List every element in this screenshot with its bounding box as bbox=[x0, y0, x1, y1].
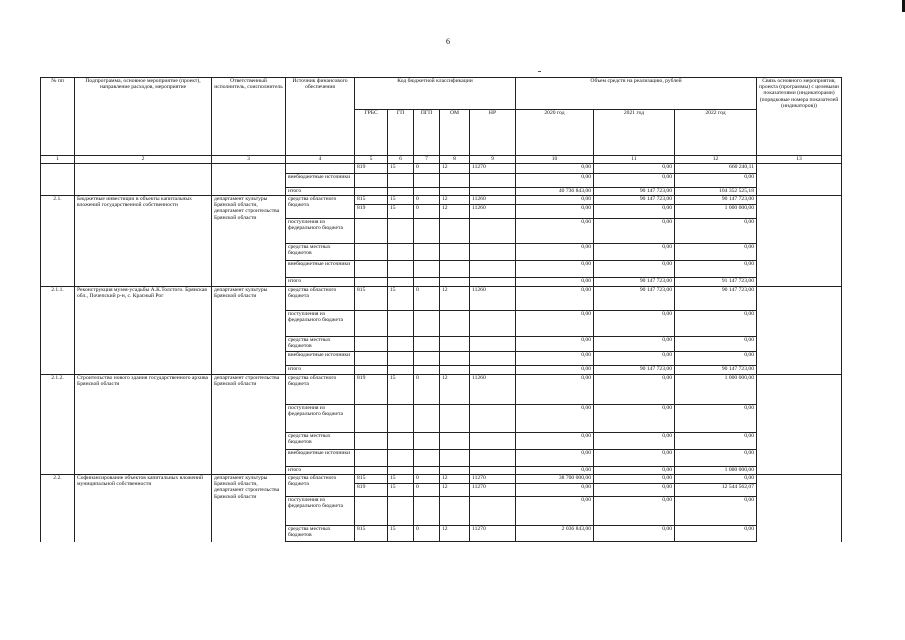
cell-om: 12 bbox=[440, 484, 470, 497]
cell-2022: 90 147 723,00 bbox=[675, 287, 757, 311]
cell-2020: 0,00 bbox=[516, 450, 594, 467]
cell-2022: 91 147 723,00 bbox=[675, 278, 757, 287]
source-label: внебюджетные источники bbox=[286, 450, 355, 467]
cell-2022: 0,00 bbox=[675, 405, 757, 433]
cell-gp: 15 bbox=[388, 287, 414, 311]
cell-grbs: 819 bbox=[355, 205, 388, 219]
cell-2020: 0,00 bbox=[516, 164, 594, 174]
header-2020: 2020 год bbox=[516, 110, 594, 156]
table-row bbox=[41, 278, 842, 287]
cell-pgp: 0 bbox=[414, 287, 440, 311]
cell-2020: 0,00 bbox=[516, 352, 594, 366]
col-number: 12 bbox=[675, 156, 757, 164]
cell-pgp: 0 bbox=[414, 205, 440, 219]
col-number: 9 bbox=[470, 156, 516, 164]
cell-gp: 15 bbox=[388, 526, 414, 542]
cell-pgp: 0 bbox=[414, 375, 440, 405]
table-row bbox=[41, 352, 842, 366]
cell-gp: 15 bbox=[388, 484, 414, 497]
col-number: 13 bbox=[757, 156, 842, 164]
source-label: внебюджетные источники bbox=[286, 174, 355, 188]
header-pgp: ПГП bbox=[414, 110, 440, 156]
cell-gp: 15 bbox=[388, 196, 414, 205]
table-row bbox=[41, 337, 842, 352]
cell-om: 12 bbox=[440, 196, 470, 205]
scan-speck bbox=[538, 71, 541, 72]
cell-2021: 0,00 bbox=[594, 205, 675, 219]
cell-pgp: 0 bbox=[414, 164, 440, 174]
cell-2021: 0,00 bbox=[594, 467, 675, 475]
cell-2022: 0,00 bbox=[675, 219, 757, 244]
cell-2021: 0,00 bbox=[594, 164, 675, 174]
cell-om: 12 bbox=[440, 287, 470, 311]
cell-2021: 0,00 bbox=[594, 433, 675, 450]
cell-2022: 1 000 000,00 bbox=[675, 205, 757, 219]
cell-nr: 11260 bbox=[470, 375, 516, 405]
source-label: поступления из федерального бюджета bbox=[286, 311, 355, 337]
cell-nr: 11260 bbox=[470, 205, 516, 219]
source-label: средства местных бюджетов bbox=[286, 526, 355, 542]
cell-nr: 11270 bbox=[470, 526, 516, 542]
cell-grbs: 815 bbox=[355, 526, 388, 542]
col-number: 3 bbox=[212, 156, 286, 164]
table-row bbox=[41, 526, 842, 542]
cell-grbs: 819 bbox=[355, 164, 388, 174]
cell-nr: 11270 bbox=[470, 475, 516, 484]
col-number: 5 bbox=[355, 156, 388, 164]
source-label: средства областного бюджета bbox=[286, 475, 355, 497]
cell-2020: 0,00 bbox=[516, 244, 594, 261]
header-executor: Ответственный исполнитель, соисполнитель bbox=[212, 78, 286, 156]
cell-2021: 0,00 bbox=[594, 337, 675, 352]
cell-2022: 0,00 bbox=[675, 311, 757, 337]
page-number: 6 bbox=[446, 37, 450, 46]
cell-2020: 2 036 843,00 bbox=[516, 526, 594, 542]
table-row bbox=[41, 450, 842, 467]
col-number: 1 bbox=[41, 156, 75, 164]
cell-om: 12 bbox=[440, 475, 470, 484]
header-gp: ГП bbox=[388, 110, 414, 156]
cell-2020: 0,00 bbox=[516, 337, 594, 352]
cell-grbs: 819 bbox=[355, 484, 388, 497]
cell-om: 12 bbox=[440, 526, 470, 542]
source-label: поступления из федерального бюджета bbox=[286, 497, 355, 526]
cell-pgp: 0 bbox=[414, 526, 440, 542]
cell-grbs: 815 bbox=[355, 475, 388, 484]
cell-2020: 0,00 bbox=[516, 405, 594, 433]
cell-nr: 11270 bbox=[470, 484, 516, 497]
cell-2020: 0,00 bbox=[516, 311, 594, 337]
header-kbk: Код бюджетной классификации bbox=[355, 78, 516, 110]
source-label: средства областного бюджета bbox=[286, 196, 355, 219]
cell-2022: 0,00 bbox=[675, 352, 757, 366]
col-number: 7 bbox=[414, 156, 440, 164]
cell-2022: 0,00 bbox=[675, 337, 757, 352]
header-grbs: ГРБС bbox=[355, 110, 388, 156]
table-row bbox=[41, 244, 842, 261]
row-number: 2.1.1. bbox=[41, 287, 75, 311]
col-number: 2 bbox=[75, 156, 212, 164]
table-row bbox=[41, 366, 842, 375]
cell-2021: 0,00 bbox=[594, 219, 675, 244]
cell-2022: 0,00 bbox=[675, 526, 757, 542]
row-executor: департамент культуры Брянской области bbox=[212, 287, 286, 311]
cell-2020: 0,00 bbox=[516, 287, 594, 311]
row-number: 2.1. bbox=[41, 196, 75, 205]
col-number: 8 bbox=[440, 156, 470, 164]
cell-2021: 90 147 723,00 bbox=[594, 196, 675, 205]
header-2021: 2021 год bbox=[594, 110, 675, 156]
budget-table bbox=[40, 77, 842, 542]
table-row bbox=[41, 261, 842, 278]
cell-2022: 0,00 bbox=[675, 497, 757, 526]
header-2022: 2022 год bbox=[675, 110, 757, 156]
cell-2021: 0,00 bbox=[594, 475, 675, 484]
cell-nr: 11260 bbox=[470, 196, 516, 205]
source-label: средства областного бюджета bbox=[286, 375, 355, 405]
source-label: средства местных бюджетов bbox=[286, 244, 355, 261]
cell-2021: 0,00 bbox=[594, 526, 675, 542]
table-row bbox=[41, 174, 842, 188]
cell-2020: 0,00 bbox=[516, 278, 594, 287]
source-label: поступления из федерального бюджета bbox=[286, 405, 355, 433]
cell-2020: 0,00 bbox=[516, 261, 594, 278]
header-link: Связь основного мероприятия, проекта (программы) с целевыми показателями (индикаторами) (порядковые номера показателей (индикаторов)) bbox=[757, 78, 842, 156]
cell-2022: 1 000 000,00 bbox=[675, 467, 757, 475]
cell-om: 12 bbox=[440, 375, 470, 405]
cell-2022: 0,00 bbox=[675, 261, 757, 278]
row-executor: департамент культуры Брянской области, департамент строительства Брянской области bbox=[212, 196, 286, 244]
cell-grbs: 819 bbox=[355, 375, 388, 405]
row-number: 2.2. bbox=[41, 475, 75, 484]
cell-2021: 0,00 bbox=[594, 484, 675, 497]
cell-2021: 0,00 bbox=[594, 311, 675, 337]
table-row bbox=[41, 287, 842, 311]
cell-2021: 0,00 bbox=[594, 261, 675, 278]
cell-2022: 0,00 bbox=[675, 174, 757, 188]
cell-2021: 90 147 723,00 bbox=[594, 287, 675, 311]
cell-2022: 0,00 bbox=[675, 433, 757, 450]
cell-2020: 0,00 bbox=[516, 366, 594, 375]
cell-2021: 0,00 bbox=[594, 497, 675, 526]
header-num: № пп bbox=[41, 78, 75, 156]
table-row bbox=[41, 311, 842, 337]
cell-2020: 0,00 bbox=[516, 433, 594, 450]
cell-nr: 11270 bbox=[470, 164, 516, 174]
cell-2021: 0,00 bbox=[594, 174, 675, 188]
cell-om: 12 bbox=[440, 164, 470, 174]
cell-2022: 90 147 723,00 bbox=[675, 196, 757, 205]
cell-pgp: 0 bbox=[414, 484, 440, 497]
cell-2020: 0,00 bbox=[516, 174, 594, 188]
col-number: 10 bbox=[516, 156, 594, 164]
cell-2020: 0,00 bbox=[516, 196, 594, 205]
cell-2020: 0,00 bbox=[516, 205, 594, 219]
cell-2020: 0,00 bbox=[516, 375, 594, 405]
header-source: Источник финансового обеспечения bbox=[286, 78, 355, 156]
cell-2022: 0,00 bbox=[675, 450, 757, 467]
row-executor: департамент строительства Брянской области bbox=[212, 375, 286, 405]
cell-2021: 0,00 bbox=[594, 405, 675, 433]
table-row bbox=[41, 497, 842, 526]
header-nr: НР bbox=[470, 110, 516, 156]
cell-grbs: 815 bbox=[355, 287, 388, 311]
cell-2021: 0,00 bbox=[594, 352, 675, 366]
table-row bbox=[41, 188, 842, 196]
cell-2021: 0,00 bbox=[594, 244, 675, 261]
cell-2021: 90 147 723,00 bbox=[594, 366, 675, 375]
total-label: итого bbox=[286, 467, 355, 475]
cell-grbs: 815 bbox=[355, 196, 388, 205]
cell-2021: 90 147 723,00 bbox=[594, 188, 675, 196]
cell-om: 12 bbox=[440, 205, 470, 219]
table-row bbox=[41, 405, 842, 433]
row-executor: департамент культуры Брянской области, департамент строительства Брянской области bbox=[212, 475, 286, 526]
cell-2022: 12 544 562,07 bbox=[675, 484, 757, 497]
table-row bbox=[41, 433, 842, 450]
cell-2021: 0,00 bbox=[594, 375, 675, 405]
row-number: 2.1.2. bbox=[41, 375, 75, 405]
table-row bbox=[41, 219, 842, 244]
cell-2020: 0,00 bbox=[516, 467, 594, 475]
total-label: итого bbox=[286, 278, 355, 287]
total-label: итого bbox=[286, 188, 355, 196]
source-label: средства местных бюджетов bbox=[286, 433, 355, 450]
cell-2021: 0,00 bbox=[594, 450, 675, 467]
table-row bbox=[41, 375, 842, 405]
cell-gp: 15 bbox=[388, 205, 414, 219]
cell-gp: 15 bbox=[388, 164, 414, 174]
cell-2020: 0,00 bbox=[516, 219, 594, 244]
cell-2022: 660 240,11 bbox=[675, 164, 757, 174]
cell-2020: 0,00 bbox=[516, 484, 594, 497]
table-row bbox=[41, 164, 842, 174]
row-name: Софинансирование объектов капитальных вложений муниципальной собственности bbox=[75, 475, 212, 497]
row-name: Реконструкция музея-усадьбы А.К.Толстого. Брянская обл., Почепский р-н, с. Красный Рог bbox=[75, 287, 212, 311]
source-label: средства областного бюджета bbox=[286, 287, 355, 311]
cell-2022: 1 000 000,00 bbox=[675, 375, 757, 405]
source-label: внебюджетные источники bbox=[286, 261, 355, 278]
cell-gp: 15 bbox=[388, 475, 414, 484]
source-label: поступления из федерального бюджета bbox=[286, 219, 355, 244]
cell-pgp: 0 bbox=[414, 475, 440, 484]
col-number: 6 bbox=[388, 156, 414, 164]
source-label: средства местных бюджетов bbox=[286, 337, 355, 352]
table-row bbox=[41, 475, 842, 484]
cell-gp: 15 bbox=[388, 375, 414, 405]
header-name: Подпрограмма, основное мероприятие (проект), направление расходов, мероприятие bbox=[75, 78, 212, 156]
cell-2022: 0,00 bbox=[675, 475, 757, 484]
cell-2020: 40 736 843,00 bbox=[516, 188, 594, 196]
cell-nr: 11260 bbox=[470, 287, 516, 311]
source-label: внебюджетные источники bbox=[286, 352, 355, 366]
cell-pgp: 0 bbox=[414, 196, 440, 205]
cell-2022: 90 147 723,00 bbox=[675, 366, 757, 375]
header-om: ОМ bbox=[440, 110, 470, 156]
cell-2020: 0,00 bbox=[516, 497, 594, 526]
header-volume: Объем средств на реализацию, рублей bbox=[516, 78, 757, 110]
cell-2020: 38 700 000,00 bbox=[516, 475, 594, 484]
row-name: Строительство нового здания государственного архива Брянской области bbox=[75, 375, 212, 405]
total-label: итого bbox=[286, 366, 355, 375]
table-row bbox=[41, 467, 842, 475]
cell-2021: 90 147 723,00 bbox=[594, 278, 675, 287]
row-name: Бюджетные инвестиции в объекты капитальных вложений государственной собственности bbox=[75, 196, 212, 219]
cell-2022: 104 352 525,18 bbox=[675, 188, 757, 196]
col-number: 4 bbox=[286, 156, 355, 164]
table-row bbox=[41, 196, 842, 205]
col-number: 11 bbox=[594, 156, 675, 164]
cell-2022: 0,00 bbox=[675, 244, 757, 261]
